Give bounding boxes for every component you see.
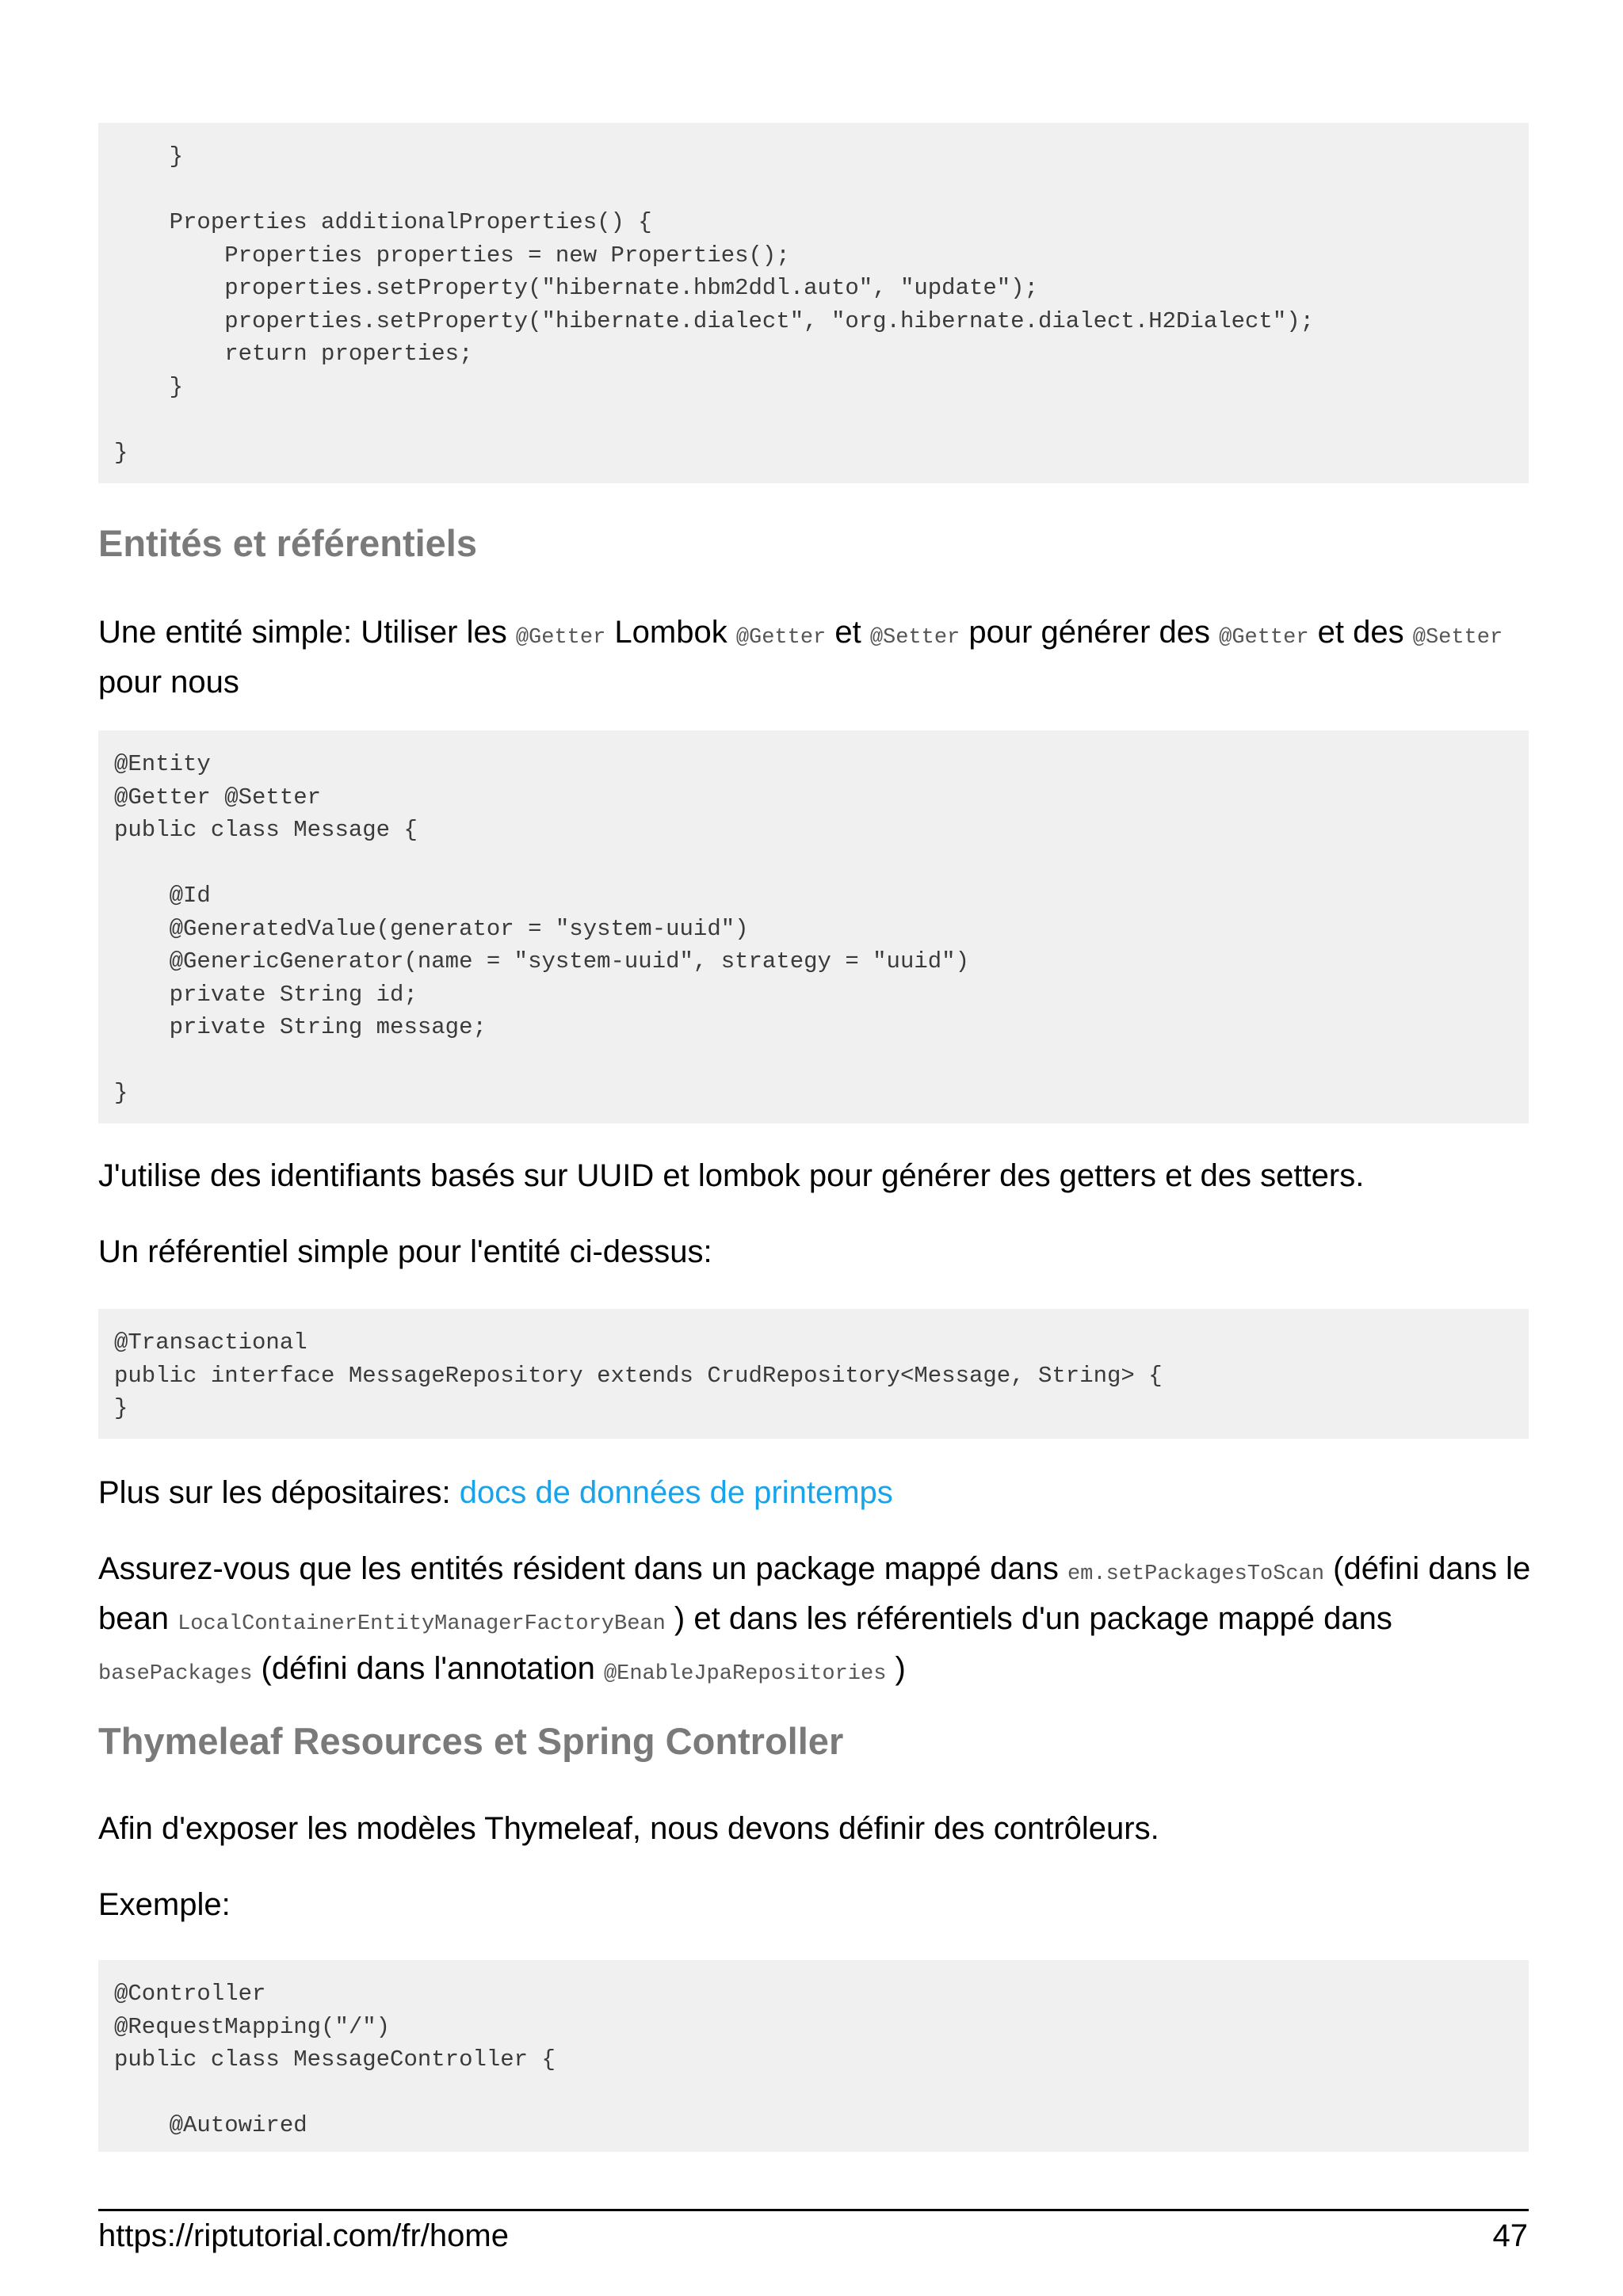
code-block-config: } Properties additionalProperties() { Properties properties = new Properties(); properties.setProperty("hibernate.hbm2ddl.auto", "update"); properties.setProperty("hibernate.dialect", "org.hibernate.dialect.H2Dialect"); return properties; } } xyxy=(98,123,1529,483)
uuid-paragraph: J'utilise des identifiants basés sur UUID et lombok pour générer des getters et des setters. xyxy=(98,1158,1365,1193)
spring-data-docs-link[interactable]: docs de données de printemps xyxy=(459,1475,893,1510)
ensure-packages-paragraph: Assurez-vous que les entités résident dans un package mappé dans em.setPackagesToScan (défini dans le bean LocalContainerEntityManagerFactoryBean ) et dans les référentiels d'un package mappé dans basePackages (défini dans l'annotation @EnableJpaRepositories ) xyxy=(98,1551,1531,1686)
example-label: Exemple: xyxy=(98,1887,231,1922)
inline-code: LocalContainerEntityManagerFactoryBean xyxy=(178,1612,666,1636)
section-heading-thymeleaf: Thymeleaf Resources et Spring Controller xyxy=(98,1720,844,1762)
inline-code: basePackages xyxy=(98,1662,253,1686)
inline-code: @Setter xyxy=(1412,626,1503,650)
footer-url: https://riptutorial.com/fr/home xyxy=(98,2218,509,2253)
expose-templates-paragraph: Afin d'exposer les modèles Thymeleaf, nous devons définir des contrôleurs. xyxy=(98,1811,1159,1846)
code-block-entity: @Entity @Getter @Setter public class Message { @Id @GeneratedValue(generator = "system-uuid") @GenericGenerator(name = "system-uuid", strategy = "uuid") private String id; private String message; } xyxy=(98,730,1529,1123)
inline-code: @Getter xyxy=(1219,626,1309,650)
inline-code: @Setter xyxy=(869,626,960,650)
inline-code: @Getter xyxy=(515,626,606,650)
code-block-controller: @Controller @RequestMapping("/") public class MessageController { @Autowired xyxy=(98,1960,1529,2152)
more-repositories-paragraph: Plus sur les dépositaires: docs de données de printemps xyxy=(98,1475,893,1510)
footer-divider xyxy=(98,2209,1529,2211)
entity-intro-paragraph: Une entité simple: Utiliser les @Getter Lombok @Getter et @Setter pour générer des @Getter et des @Setter pour nous xyxy=(98,615,1503,700)
repository-intro-paragraph: Un référentiel simple pour l'entité ci-dessus: xyxy=(98,1234,712,1269)
code-block-repository: @Transactional public interface MessageRepository extends CrudRepository<Message, String> { } xyxy=(98,1309,1529,1439)
page-number: 47 xyxy=(1492,2218,1528,2253)
section-heading-entities: Entités et référentiels xyxy=(98,522,478,564)
inline-code: @Getter xyxy=(735,626,827,650)
inline-code: em.setPackagesToScan xyxy=(1067,1562,1325,1586)
inline-code: @EnableJpaRepositories xyxy=(603,1662,887,1686)
